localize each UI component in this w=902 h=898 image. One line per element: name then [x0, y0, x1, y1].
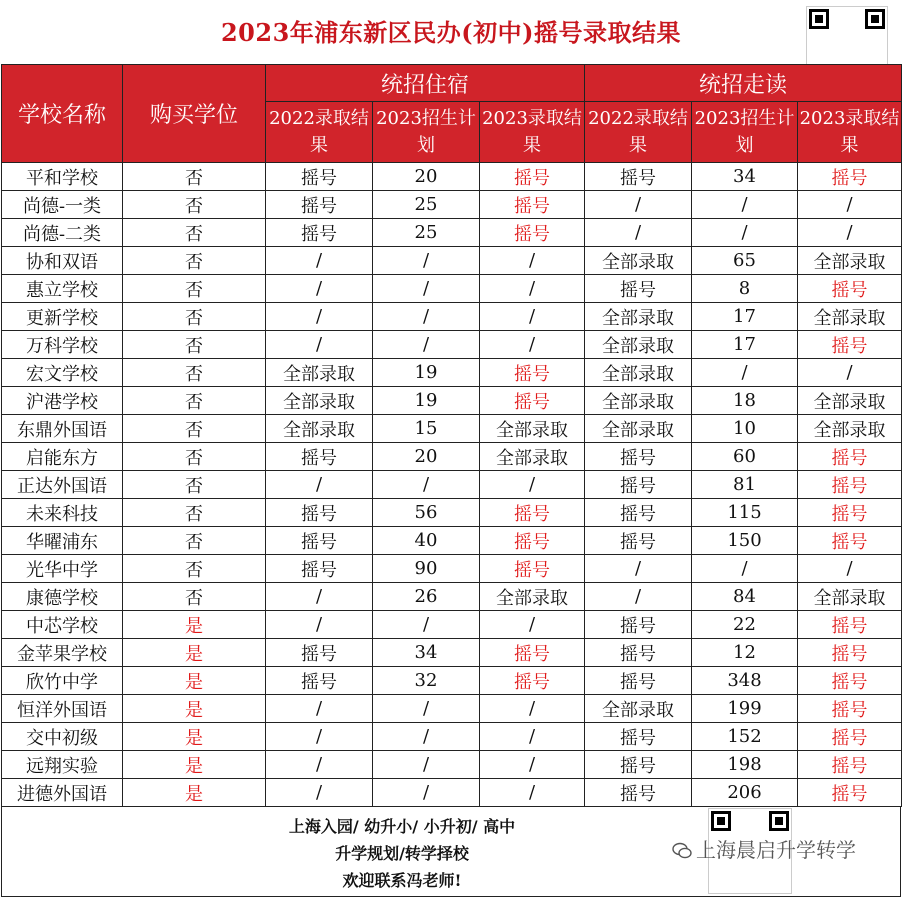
table-cell: 摇号 [480, 387, 585, 415]
table-row [2, 695, 902, 723]
table-cell: 摇号 [266, 527, 373, 555]
table-cell: 15 [373, 415, 480, 443]
table-row [2, 471, 902, 499]
table-cell: / [585, 583, 692, 611]
table-cell: 18 [692, 387, 798, 415]
school-name-cell: 光华中学 [2, 555, 123, 583]
table-cell: 65 [692, 247, 798, 275]
table-cell: 84 [692, 583, 798, 611]
wechat-name: 上海晨启升学转学 [696, 838, 856, 862]
table-cell: / [585, 219, 692, 247]
table-cell: 是 [123, 639, 266, 667]
table-cell: 是 [123, 779, 266, 807]
table-cell: 199 [692, 695, 798, 723]
table-cell: 全部录取 [585, 387, 692, 415]
table-cell: / [266, 303, 373, 331]
table-cell: 全部录取 [798, 583, 902, 611]
footer-line-3: 欢迎联系冯老师! [342, 871, 462, 890]
table-row [2, 387, 902, 415]
table-cell: / [480, 779, 585, 807]
table-cell: 否 [123, 191, 266, 219]
table-cell: 全部录取 [266, 415, 373, 443]
table-cell: 全部录取 [585, 359, 692, 387]
table-cell: 摇号 [798, 779, 902, 807]
table-cell: / [266, 723, 373, 751]
table-cell: 摇号 [585, 611, 692, 639]
table-cell: 198 [692, 751, 798, 779]
table-cell: / [373, 303, 480, 331]
table-row [2, 611, 902, 639]
school-name-cell: 协和双语 [2, 247, 123, 275]
table-cell: 90 [373, 555, 480, 583]
table-cell: 否 [123, 555, 266, 583]
table-cell: 10 [692, 415, 798, 443]
table-cell: 摇号 [585, 275, 692, 303]
table-cell: 全部录取 [266, 387, 373, 415]
table-row [2, 555, 902, 583]
table-cell: 26 [373, 583, 480, 611]
table-row [2, 163, 902, 191]
table-row [2, 359, 902, 387]
table-cell: / [480, 275, 585, 303]
table-cell: 152 [692, 723, 798, 751]
table-row [2, 415, 902, 443]
table-cell: 8 [692, 275, 798, 303]
wechat-account [672, 834, 856, 863]
table-cell: / [373, 471, 480, 499]
table-cell: 25 [373, 219, 480, 247]
school-name-cell: 东鼎外国语 [2, 415, 123, 443]
table-cell: 摇号 [266, 499, 373, 527]
table-cell: 19 [373, 359, 480, 387]
table-cell: / [373, 779, 480, 807]
school-name-cell: 进德外国语 [2, 779, 123, 807]
table-cell: 全部录取 [798, 303, 902, 331]
header-sub-3: 2022录取结果 [585, 102, 692, 163]
table-cell: 否 [123, 303, 266, 331]
table-cell: 摇号 [480, 163, 585, 191]
table-cell: 摇号 [585, 723, 692, 751]
table-cell: 摇号 [798, 723, 902, 751]
table-cell: 摇号 [480, 359, 585, 387]
table-cell: 摇号 [798, 471, 902, 499]
table-cell: 摇号 [266, 555, 373, 583]
header-sub-0: 2022录取结果 [266, 102, 373, 163]
table-cell: 摇号 [480, 639, 585, 667]
table-cell: 摇号 [266, 667, 373, 695]
table-cell: 32 [373, 667, 480, 695]
table-cell: / [373, 723, 480, 751]
table-cell: / [798, 191, 902, 219]
table-cell: 否 [123, 359, 266, 387]
table-row [2, 751, 902, 779]
table-cell: 是 [123, 695, 266, 723]
header-sub-1: 2023招生计划 [373, 102, 480, 163]
table-cell: 摇号 [266, 163, 373, 191]
table-row [2, 247, 902, 275]
table-cell: 摇号 [585, 443, 692, 471]
table-cell: / [480, 471, 585, 499]
table-cell: / [692, 359, 798, 387]
table-cell: 摇号 [798, 611, 902, 639]
table-cell: / [373, 695, 480, 723]
school-name-cell: 未来科技 [2, 499, 123, 527]
table-cell: / [692, 555, 798, 583]
table-cell: 34 [692, 163, 798, 191]
table-row [2, 191, 902, 219]
table-cell: 否 [123, 583, 266, 611]
table-cell: 是 [123, 611, 266, 639]
table-cell: 是 [123, 723, 266, 751]
table-cell: 115 [692, 499, 798, 527]
school-name-cell: 中芯学校 [2, 611, 123, 639]
table-row [2, 331, 902, 359]
table-cell: 全部录取 [585, 415, 692, 443]
table-cell: 全部录取 [585, 331, 692, 359]
table-cell: / [798, 219, 902, 247]
table-cell: 否 [123, 275, 266, 303]
school-name-cell: 平和学校 [2, 163, 123, 191]
table-row [2, 779, 902, 807]
school-name-cell: 更新学校 [2, 303, 123, 331]
table-cell: 206 [692, 779, 798, 807]
table-cell: / [798, 359, 902, 387]
table-cell: 否 [123, 415, 266, 443]
table-cell: / [480, 751, 585, 779]
table-row [2, 723, 902, 751]
school-name-cell: 欣竹中学 [2, 667, 123, 695]
table-cell: 60 [692, 443, 798, 471]
table-cell: 20 [373, 163, 480, 191]
table-cell: 否 [123, 247, 266, 275]
footer-line-1: 上海入园/ 幼升小/ 小升初/ 高中 [288, 817, 516, 836]
table-cell: / [692, 219, 798, 247]
table-cell: 摇号 [798, 275, 902, 303]
school-name-cell: 沪港学校 [2, 387, 123, 415]
table-cell: 56 [373, 499, 480, 527]
school-name-cell: 正达外国语 [2, 471, 123, 499]
table-cell: 摇号 [798, 527, 902, 555]
table-cell: 摇号 [585, 163, 692, 191]
header-boarding: 统招住宿 [266, 65, 585, 102]
table-cell: 摇号 [798, 331, 902, 359]
table-cell: 25 [373, 191, 480, 219]
table-cell: 22 [692, 611, 798, 639]
table-cell: 全部录取 [798, 387, 902, 415]
table-cell: 摇号 [480, 667, 585, 695]
school-name-cell: 交中初级 [2, 723, 123, 751]
wechat-icon [672, 842, 692, 860]
header-sub-5: 2023录取结果 [798, 102, 902, 163]
table-cell: 全部录取 [480, 415, 585, 443]
table-cell: 否 [123, 387, 266, 415]
table-cell: / [266, 247, 373, 275]
table-cell: 全部录取 [798, 415, 902, 443]
table-cell: / [798, 555, 902, 583]
table-cell: 全部录取 [585, 247, 692, 275]
table-cell: 否 [123, 471, 266, 499]
table-row [2, 303, 902, 331]
table-cell: 摇号 [798, 667, 902, 695]
header-sub-4: 2023招生计划 [692, 102, 798, 163]
page-title: 2023年浦东新区民办(初中)摇号录取结果 [220, 18, 681, 47]
school-name-cell: 华曜浦东 [2, 527, 123, 555]
table-cell: / [266, 331, 373, 359]
table-row [2, 527, 902, 555]
table-cell: 19 [373, 387, 480, 415]
table-cell: 摇号 [266, 639, 373, 667]
table-cell: / [266, 695, 373, 723]
table-cell: 全部录取 [480, 583, 585, 611]
table-cell: / [480, 611, 585, 639]
table-cell: 是 [123, 667, 266, 695]
table-cell: / [373, 611, 480, 639]
table-cell: / [266, 611, 373, 639]
table-cell: 摇号 [480, 499, 585, 527]
table-cell: 是 [123, 751, 266, 779]
school-name-cell: 惠立学校 [2, 275, 123, 303]
table-cell: 摇号 [798, 443, 902, 471]
table-cell: 摇号 [585, 527, 692, 555]
school-name-cell: 恒洋外国语 [2, 695, 123, 723]
school-name-cell: 康德学校 [2, 583, 123, 611]
table-cell: / [266, 751, 373, 779]
table-cell: 摇号 [798, 695, 902, 723]
table-cell: 摇号 [585, 639, 692, 667]
table-cell: 否 [123, 163, 266, 191]
table-cell: 34 [373, 639, 480, 667]
footer-line-2: 升学规划/转学择校 [335, 844, 469, 863]
table-row [2, 499, 902, 527]
header-school: 学校名称 [2, 65, 123, 163]
table-cell: / [373, 275, 480, 303]
table-cell: 摇号 [798, 751, 902, 779]
table-cell: 摇号 [480, 219, 585, 247]
table-cell: 348 [692, 667, 798, 695]
table-cell: 40 [373, 527, 480, 555]
table-cell: 20 [373, 443, 480, 471]
school-name-cell: 尚德-一类 [2, 191, 123, 219]
table-cell: / [585, 555, 692, 583]
table-cell: 全部录取 [798, 247, 902, 275]
table-cell: / [480, 723, 585, 751]
table-cell: 摇号 [266, 191, 373, 219]
school-name-cell: 远翔实验 [2, 751, 123, 779]
table-cell: / [480, 331, 585, 359]
table-cell: / [373, 751, 480, 779]
table-row [2, 275, 902, 303]
header-buy: 购买学位 [123, 65, 266, 163]
table-cell: 81 [692, 471, 798, 499]
table-cell: 全部录取 [585, 303, 692, 331]
table-cell: 摇号 [480, 527, 585, 555]
table-cell: / [480, 303, 585, 331]
table-cell: 150 [692, 527, 798, 555]
table-row [2, 639, 902, 667]
table-cell: 摇号 [798, 499, 902, 527]
table-cell: 17 [692, 331, 798, 359]
table-cell: 摇号 [480, 191, 585, 219]
school-name-cell: 尚德-二类 [2, 219, 123, 247]
school-name-cell: 万科学校 [2, 331, 123, 359]
table-cell: / [266, 275, 373, 303]
table-cell: 摇号 [585, 499, 692, 527]
table-cell: 否 [123, 219, 266, 247]
table-cell: / [373, 331, 480, 359]
table-cell: 摇号 [585, 779, 692, 807]
table-cell: 全部录取 [480, 443, 585, 471]
table-cell: / [266, 471, 373, 499]
table-row [2, 443, 902, 471]
table-cell: 否 [123, 527, 266, 555]
table-cell: 摇号 [585, 751, 692, 779]
table-cell: 摇号 [266, 219, 373, 247]
table-cell: 摇号 [798, 163, 902, 191]
table-cell: 摇号 [798, 639, 902, 667]
school-name-cell: 启能东方 [2, 443, 123, 471]
table-cell: / [266, 583, 373, 611]
table-row [2, 583, 902, 611]
table-cell: 否 [123, 499, 266, 527]
school-name-cell: 金苹果学校 [2, 639, 123, 667]
table-cell: 摇号 [585, 471, 692, 499]
table-cell: 摇号 [585, 667, 692, 695]
table-row [2, 219, 902, 247]
table-cell: 全部录取 [585, 695, 692, 723]
table-cell: 全部录取 [266, 359, 373, 387]
table-cell: 否 [123, 331, 266, 359]
results-table [1, 64, 902, 807]
table-cell: 摇号 [480, 555, 585, 583]
table-cell: / [692, 191, 798, 219]
table-cell: 摇号 [266, 443, 373, 471]
table-cell: 12 [692, 639, 798, 667]
school-name-cell: 宏文学校 [2, 359, 123, 387]
table-cell: / [373, 247, 480, 275]
table-cell: / [480, 247, 585, 275]
table-cell: / [266, 779, 373, 807]
table-cell: / [585, 191, 692, 219]
header-day: 统招走读 [585, 65, 902, 102]
table-cell: / [480, 695, 585, 723]
table-cell: 17 [692, 303, 798, 331]
table-cell: 否 [123, 443, 266, 471]
table-row [2, 667, 902, 695]
header-sub-2: 2023录取结果 [480, 102, 585, 163]
